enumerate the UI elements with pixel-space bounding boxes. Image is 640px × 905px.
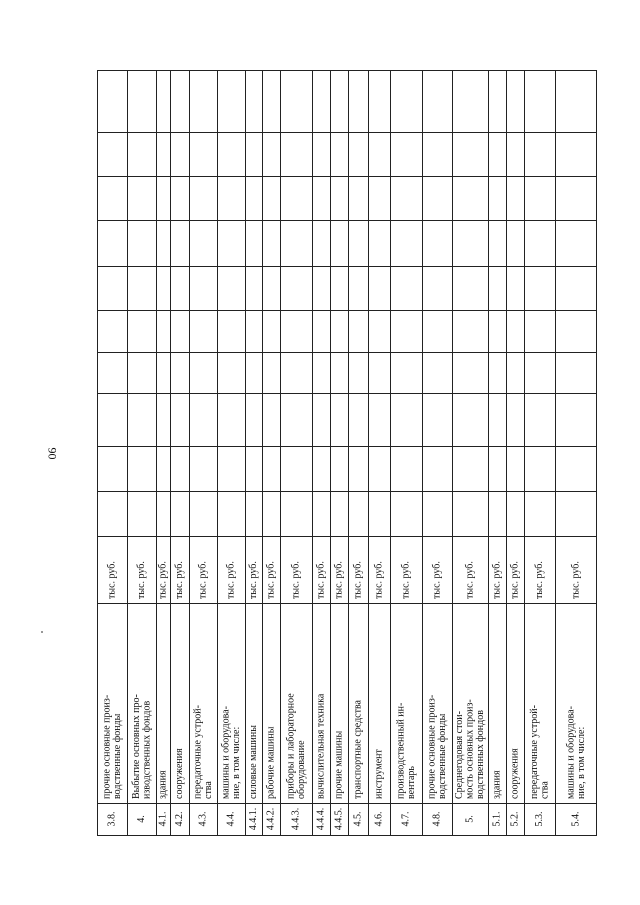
table-row <box>334 561 345 830</box>
table-row <box>192 561 214 826</box>
row-name: сооружения <box>509 748 521 799</box>
table-row <box>220 561 242 826</box>
row-unit: тыс. руб. <box>534 561 545 599</box>
row-name: ние, в том числе: <box>575 726 587 799</box>
row-number: 4.4. <box>225 811 237 827</box>
table-row <box>101 561 123 826</box>
row-unit: тыс. руб. <box>373 561 385 599</box>
table-row <box>374 561 385 826</box>
row-name: инструмент <box>373 749 385 799</box>
row-name: изводственных фондов <box>141 700 153 799</box>
row-number: 5.1. <box>491 811 503 827</box>
row-unit: тыс. руб. <box>265 561 277 599</box>
table-border <box>98 71 597 836</box>
row-number: 4.4.5. <box>333 807 345 831</box>
row-name: машины и оборудова- <box>220 706 232 799</box>
data-table-grid <box>97 70 597 836</box>
row-name: ства <box>202 781 214 799</box>
table-row <box>353 561 364 826</box>
row-name: здания <box>491 770 503 799</box>
row-unit: тыс. руб. <box>174 561 185 599</box>
row-name: здания <box>157 770 169 799</box>
row-unit: тыс. руб. <box>352 561 364 599</box>
row-number: 4.1. <box>157 811 169 827</box>
row-unit: тыс. руб. <box>225 561 237 599</box>
row-number: 4.4.2. <box>265 807 277 831</box>
row-unit: тыс. руб. <box>136 561 147 599</box>
table-row <box>510 561 521 826</box>
row-name: Среднегодовая стои- <box>454 711 465 799</box>
row-number: 4. <box>136 815 147 823</box>
row-name: вычислительная техника <box>315 693 327 799</box>
row-unit: тыс. руб. <box>570 561 582 599</box>
row-unit: тыс. руб. <box>431 561 443 599</box>
table-row <box>492 561 503 826</box>
row-number: 4.4.1. <box>248 807 259 831</box>
row-number: 4.7. <box>400 811 412 827</box>
row-number: 3.8. <box>106 811 118 827</box>
table-row <box>158 561 169 826</box>
table-row <box>131 561 153 823</box>
row-name: прочие машины <box>333 730 345 799</box>
row-name: производственный ин- <box>395 702 407 799</box>
row-name: рабочие машины <box>265 726 277 799</box>
row-name: транспортные средства <box>352 700 364 799</box>
row-unit: тыс. руб. <box>509 561 521 599</box>
table-row <box>285 561 307 830</box>
row-name: ние, в том числе: <box>230 726 242 799</box>
table-row <box>565 561 587 826</box>
data-table <box>97 70 597 836</box>
row-number: 4.2. <box>174 811 185 827</box>
row-name: прочие основные произ- <box>101 694 113 799</box>
row-name: водственные фонды <box>436 713 448 799</box>
row-name: водственные фонды <box>111 713 123 799</box>
page-number: 90 <box>45 447 60 460</box>
row-name: водственных фондов <box>475 710 486 799</box>
row-number: 4.4.3. <box>290 807 302 831</box>
table-row <box>248 561 259 830</box>
table-row <box>266 561 277 830</box>
row-number: 5.2. <box>509 811 521 827</box>
row-number: 4.4.4. <box>315 807 327 831</box>
table-row <box>454 561 486 823</box>
table-row <box>529 561 551 826</box>
table-row <box>426 561 448 826</box>
row-number: 5.3. <box>534 811 545 827</box>
row-unit: тыс. руб. <box>464 561 476 599</box>
row-name: мость основных произ- <box>464 699 476 799</box>
row-unit: тыс. руб. <box>106 561 118 599</box>
table-row <box>395 561 417 826</box>
row-name: передаточные устрой- <box>528 705 540 799</box>
row-unit: тыс. руб. <box>157 561 169 599</box>
table-row <box>174 561 185 826</box>
row-name: оборудование <box>295 740 307 799</box>
row-name: передаточные устрой- <box>192 705 204 799</box>
row-unit: тыс. руб. <box>400 561 412 599</box>
row-name: ства <box>539 781 551 799</box>
row-unit: тыс. руб. <box>333 561 345 599</box>
row-name: Выбытие основных про- <box>130 694 142 799</box>
row-name: вентарь <box>405 766 417 799</box>
row-number: 4.3. <box>197 811 209 827</box>
table-row <box>316 561 327 830</box>
row-number: 4.8. <box>431 811 443 827</box>
row-number: 4.6. <box>373 811 385 827</box>
row-name: прочие основные произ- <box>426 694 438 799</box>
row-name: силовые машины <box>248 725 259 799</box>
scan-speck <box>41 631 43 633</box>
row-number: 4.5. <box>352 811 364 827</box>
row-unit: тыс. руб. <box>248 561 259 599</box>
row-name: машины и оборудова- <box>565 706 577 799</box>
row-number: 5. <box>464 815 476 823</box>
row-unit: тыс. руб. <box>197 561 209 599</box>
row-unit: тыс. руб. <box>290 561 302 599</box>
row-unit: тыс. руб. <box>491 561 503 599</box>
row-unit: тыс. руб. <box>315 561 327 599</box>
row-name: приборы и лабораторное <box>285 693 297 799</box>
row-name: сооружения <box>174 748 185 799</box>
row-number: 5.4. <box>570 811 582 827</box>
